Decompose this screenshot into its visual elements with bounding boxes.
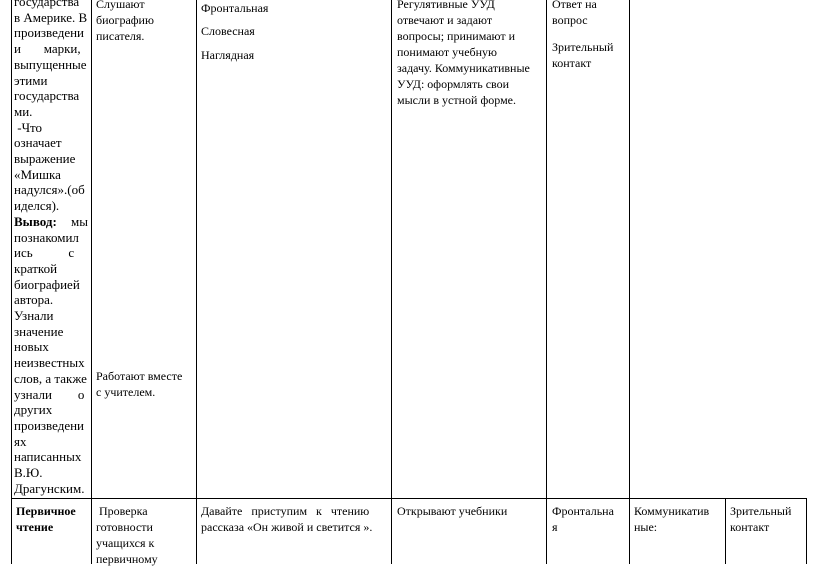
text-line: Фронтальная: [201, 1, 269, 15]
text-line: написанных: [14, 449, 82, 465]
grid-line: [546, 0, 547, 564]
text-line: краткой: [14, 260, 58, 276]
text-line: надулся».(об: [14, 182, 85, 198]
text-line: контакт: [730, 520, 770, 534]
text-line: автора.: [14, 292, 54, 308]
text-line: биографию: [96, 13, 154, 27]
text-line: значение: [14, 323, 64, 339]
text-line: Словесная: [201, 24, 255, 38]
text-line: Проверка: [96, 504, 148, 518]
text-line: произведени: [14, 25, 85, 41]
conclusion-label: Вывод:: [14, 213, 57, 229]
text-line: слов, а также: [14, 370, 87, 386]
text-line: готовности: [96, 520, 153, 534]
text-line: мысли в устной форме.: [397, 93, 516, 107]
cell-r1-c1: [14, 0, 88, 497]
grid-line: [196, 0, 197, 564]
text-line: писателя.: [96, 29, 145, 43]
text-line: ные:: [634, 520, 658, 534]
text-line: учащихся к: [96, 536, 155, 550]
text-line: -Что: [14, 119, 43, 135]
text-line: Зрительный: [730, 504, 792, 518]
text-line: В.Ю.: [14, 465, 43, 481]
text-line: Работают вместе: [96, 369, 183, 383]
text-line: выражение: [14, 151, 76, 167]
text-line: неизвестных: [14, 355, 85, 371]
text-line: отвечают и задают: [397, 13, 493, 27]
cell-r2-c6: [634, 503, 709, 535]
conclusion-line: [14, 214, 88, 230]
grid-line: [725, 498, 726, 564]
text-line: и марки,: [14, 41, 81, 57]
text-line: Драгунским.: [14, 480, 85, 496]
text-line: государства: [14, 88, 80, 104]
cell-r2-c3: [201, 503, 372, 535]
text-line: биографией: [14, 276, 80, 292]
text-line: рассказа «Он живой и светится ».: [201, 520, 373, 534]
text-line: государства: [14, 0, 80, 9]
text-line: ись с: [14, 245, 75, 261]
grid-line: [11, 0, 12, 498]
cell-r2-c1: [16, 503, 76, 535]
text-line: Наглядная: [201, 48, 255, 62]
cell-r1-c5-top: [552, 0, 597, 28]
text-line: «Мишка: [14, 166, 61, 182]
cell-r1-c5-bottom: [552, 39, 613, 71]
text-line: новых: [14, 339, 49, 355]
text-line: Ответ на: [552, 0, 597, 11]
text-line: означает: [14, 135, 62, 151]
text-line: выпущенные: [14, 56, 87, 72]
section-title: чтение: [16, 520, 54, 534]
text-line: Регулятивные УУД: [397, 0, 495, 11]
section-title: Первичное: [16, 504, 76, 518]
cell-r2-c2: [96, 503, 158, 567]
text-line: познакомил: [14, 229, 79, 245]
grid-line: [391, 0, 392, 564]
cell-text-block: [14, 0, 88, 497]
text-line: я: [552, 520, 558, 534]
grid-line: [11, 498, 12, 564]
cell-r2-c5: [552, 503, 614, 535]
text-line: с учителем.: [96, 385, 156, 399]
text-line: вопрос: [552, 13, 588, 27]
text-line: первичному: [96, 552, 158, 566]
text-line: Коммуникатив: [634, 504, 710, 518]
text-line: иделся).: [14, 198, 60, 214]
text-line: Давайте приступим к чтению: [201, 504, 370, 518]
cell-r1-c2-top: [96, 0, 154, 44]
cell-r1-c2-bottom: [96, 368, 182, 400]
text-line: понимают учебную: [397, 45, 498, 59]
text-line: Открывают учебники: [397, 504, 508, 518]
text-line: в Америке. В: [14, 9, 88, 25]
text-line: вопросы; принимают и: [397, 29, 516, 43]
text-line: ми.: [14, 103, 33, 119]
grid-line: [91, 0, 92, 564]
cell-r2-c4: [397, 503, 507, 519]
text-line: узнали о: [14, 386, 85, 402]
row-divider: [11, 498, 807, 499]
cell-r2-c7: [730, 503, 791, 535]
grid-line: [629, 0, 630, 564]
grid-line: [806, 498, 807, 564]
text-line: контакт: [552, 56, 592, 70]
text-fragment: мы: [71, 213, 88, 229]
text-line: Слушают: [96, 0, 145, 11]
text-line: ях: [14, 433, 27, 449]
text-line: этими: [14, 72, 48, 88]
cell-r1-c4: [397, 0, 530, 108]
text-line: Фронтальна: [552, 504, 614, 518]
text-line: УУД: оформлять свои: [397, 77, 510, 91]
text-line: задачу. Коммуникативные: [397, 61, 530, 75]
text-line: произведени: [14, 417, 85, 433]
text-line: Узнали: [14, 308, 54, 324]
text-line: других: [14, 402, 53, 418]
text-line: Зрительный: [552, 40, 614, 54]
